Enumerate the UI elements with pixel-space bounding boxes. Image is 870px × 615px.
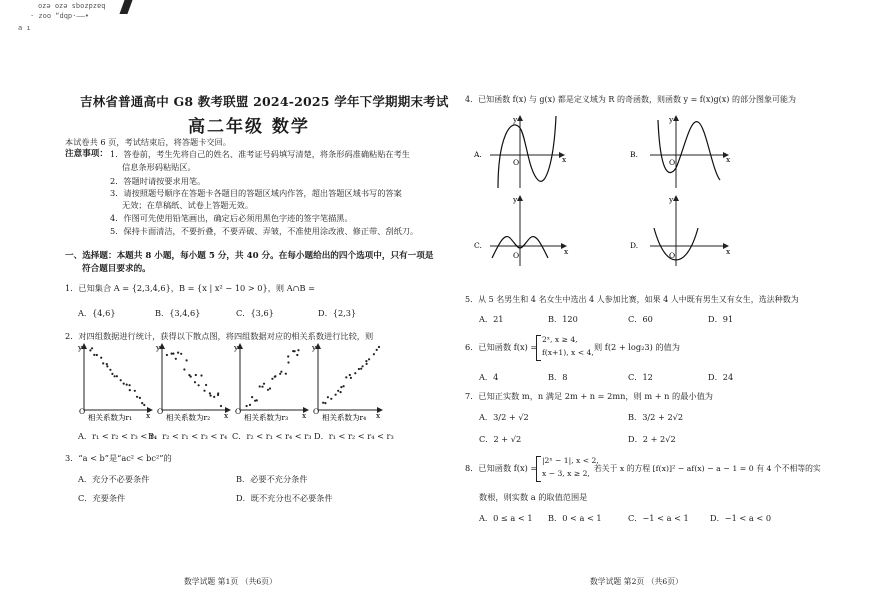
scatter-3-point [271, 378, 273, 380]
graph-a-label: A. [474, 150, 482, 159]
scatter-1-caption: 相关系数为r₁ [88, 413, 133, 422]
scatter-4-point [358, 368, 360, 370]
scatter-plot-2 [155, 343, 230, 422]
scatter-3-y-label: y [234, 343, 239, 352]
graph-b-curve [658, 120, 720, 180]
q2-scatter-plots [76, 342, 386, 424]
scatter-2-point [166, 354, 168, 356]
scatter-2-point [194, 381, 196, 383]
scatter-1-point [102, 362, 104, 364]
scan-mark [119, 0, 132, 14]
q2-option-b: B．r₂ < r₁ < r₃ < r₄ [148, 431, 228, 441]
scatter-4-point [362, 365, 364, 367]
scatter-3-point [297, 349, 299, 351]
graph-b-y: y [669, 115, 674, 124]
graph-d-label: D. [630, 241, 639, 250]
scatter-4-point [354, 372, 356, 374]
scatter-1-point [120, 379, 122, 381]
scatter-1-origin: O [79, 407, 86, 416]
scatter-2-point [213, 396, 215, 398]
scatter-1-y-label: y [78, 343, 83, 352]
scan-header-line3: a ı [18, 24, 31, 32]
scatter-2-y-label: y [156, 343, 161, 352]
scatter-3-x-label: x [302, 411, 307, 420]
graph-a-curve [498, 116, 556, 188]
scatter-3-point [251, 396, 253, 398]
page1-footer: 数学试题 第1页 （共6页） [184, 577, 277, 586]
scatter-2-origin: O [157, 407, 164, 416]
q8-option-c: C．−1 < a < 1 [628, 513, 689, 523]
grade-title: 高二年级 数学 [188, 117, 310, 137]
scatter-3-point [285, 373, 287, 375]
q1-stem: 1．已知集合 A = {2,3,4,6}，B = {x | x² − 10 > 0}，则 A∩B = [65, 283, 315, 293]
scatter-3-point [274, 375, 276, 377]
note-3b: 无效；在草稿纸、试卷上答题无效。 [122, 200, 254, 210]
scatter-4-point [327, 396, 329, 398]
scatter-4-caption: 相关系数为r₄ [322, 413, 367, 422]
graph-c-y: y [513, 195, 518, 204]
graph-d [630, 195, 731, 266]
scatter-3-point [296, 354, 298, 356]
scatter-4-point [378, 346, 380, 348]
scatter-3-point [287, 361, 289, 363]
q3-option-d: D．既不充分也不必要条件 [236, 493, 333, 503]
scatter-3-point [294, 350, 296, 352]
scatter-plot-4 [311, 343, 382, 422]
note-1: 1．答卷前，考生先将自己的姓名、准考证号码填写清楚，将条形码准确粘贴在考生 [110, 149, 410, 159]
scatter-3-point [249, 404, 251, 406]
scan-header-line1: bazdzoqs ezo ezo [38, 2, 106, 10]
scatter-4-point [343, 385, 345, 387]
q6-option-d: D．24 [708, 372, 734, 382]
scatter-1-point [126, 384, 128, 386]
scatter-4-x-label: x [376, 411, 381, 420]
scatter-2-point [198, 384, 200, 386]
graph-d-y: y [669, 195, 674, 204]
scatter-2-point [172, 353, 174, 355]
scatter-4-point [337, 390, 339, 392]
q8-line2: 数根，则实数 a 的取值范围是 [479, 492, 588, 502]
q4-stem: 4．已知函数 f(x) 与 g(x) 都是定义域为 R 的奇函数，则函数 y = f(x)g(x) 的部分图象可能为 [465, 95, 796, 104]
scatter-4-point [366, 363, 368, 365]
note-5: 5．保持卡面清洁，不要折叠，不要弄破、弄皱，不准使用涂改液、修正带、刮纸刀。 [110, 226, 419, 236]
q6-option-a: A．4 [479, 372, 499, 382]
note-1b: 信息条形码粘贴区。 [122, 162, 196, 172]
graph-a [473, 115, 567, 188]
q5-option-b: B．120 [548, 314, 578, 324]
scatter-1-point [134, 390, 136, 392]
scatter-4-y-label: y [312, 343, 317, 352]
scatter-1-point [100, 357, 102, 359]
scatter-2-point [175, 358, 177, 360]
scatter-1-point [123, 383, 125, 385]
q7-option-c: C．2 + √2 [479, 434, 522, 444]
section1-heading-2: 符合题目要求的。 [82, 264, 151, 274]
scatter-1-point [136, 396, 138, 398]
scatter-4-point [360, 368, 362, 370]
scatter-4-point [330, 398, 332, 400]
scatter-2-point [217, 394, 219, 396]
q8-option-d: D．−1 < a < 0 [710, 513, 772, 523]
scatter-2-caption: 相关系数为r₂ [166, 413, 211, 422]
q6-suffix: 则 f(2 + log₂3) 的值为 [594, 342, 680, 352]
graph-b-x: x [726, 155, 731, 164]
note-4: 4．作图可先使用铅笔画出，确定后必须用黑色字迹的签字笔描黑。 [110, 213, 353, 223]
scatter-2-point [183, 368, 185, 370]
graph-a-y: y [513, 115, 518, 124]
graph-d-origin: O [669, 251, 676, 260]
scatter-1-point [109, 369, 111, 371]
scatter-4-point [324, 402, 326, 404]
scatter-2-point [195, 374, 197, 376]
scatter-1-point [96, 354, 98, 356]
scatter-1-point [141, 402, 143, 404]
q3-option-b: B．必要不充分条件 [236, 474, 308, 484]
scatter-1-point [91, 347, 93, 349]
scatter-2-point [190, 376, 192, 378]
scan-header-line2: · zoo “dqp·——• [30, 12, 90, 20]
q6-brace [536, 335, 541, 361]
scatter-4-point [345, 376, 347, 378]
scatter-2-point [180, 353, 182, 355]
note-3: 3．请按照题号顺序在答题卡各题目的答题区域内作答，超出答题区域书写的答案 [110, 188, 402, 198]
q6-option-b: B．8 [548, 372, 568, 382]
scatter-4-point [340, 391, 342, 393]
graph-b-origin: O [669, 158, 676, 167]
scatter-3-caption: 相关系数为r₃ [244, 413, 289, 422]
graph-c-origin: O [513, 251, 520, 260]
scatter-4-point [365, 360, 367, 362]
scatter-3-point [259, 385, 261, 387]
q5-option-d: D．91 [708, 314, 734, 324]
q6-case1: 2ˣ, x ≥ 4, [542, 335, 578, 344]
graph-c-x: x [564, 247, 569, 256]
scatter-3-point [263, 383, 265, 385]
graph-a-x: x [562, 155, 567, 164]
q8-prefix: 8．已知函数 f(x) = [465, 463, 538, 473]
q1-option-d: D．{2,3} [318, 308, 357, 318]
graph-b [630, 115, 731, 188]
scatter-1-point [111, 373, 113, 375]
graph-d-x: x [726, 247, 731, 256]
graph-b-label: B. [630, 150, 638, 159]
scatter-1-point [114, 375, 116, 377]
scatter-2-point [177, 352, 179, 354]
scatter-4-point [373, 353, 375, 355]
q1-option-c: C．{3,6} [236, 308, 274, 318]
scatter-3-point [279, 373, 281, 375]
q1-option-a: A．{4,6} [78, 308, 116, 318]
scatter-4-point [322, 402, 324, 404]
scatter-3-point [269, 387, 271, 389]
scatter-2-point [203, 390, 205, 392]
scatter-2-point [205, 384, 207, 386]
scatter-1-point [106, 365, 108, 367]
scatter-2-point [200, 374, 202, 376]
scatter-1-point [129, 384, 131, 386]
scatter-4-point [335, 394, 337, 396]
scatter-4-point [349, 374, 351, 376]
scatter-2-point [210, 395, 212, 397]
scatter-2-point [220, 405, 222, 407]
note-2: 2．答题时请按要求用笔。 [110, 176, 206, 186]
scatter-2-point [209, 392, 211, 394]
q7-option-a: A．3/2 + √2 [479, 412, 529, 422]
scatter-4-point [340, 386, 342, 388]
scatter-3-point [261, 386, 263, 388]
q4-function-graphs [472, 110, 782, 268]
q8-option-a: A．0 ≤ a < 1 [479, 513, 533, 523]
scatter-1-point [143, 404, 145, 406]
q5-option-a: A．21 [479, 314, 504, 324]
graph-a-origin: O [513, 158, 520, 167]
scatter-4-point [368, 358, 370, 360]
scatter-1-point [129, 389, 131, 391]
page2-footer: 数学试题 第2页 （共6页） [590, 577, 683, 586]
scatter-1-point [93, 354, 95, 356]
scatter-1-point [116, 375, 118, 377]
exam-title: 吉林省普通高中 G8 教考联盟 2024-2025 学年下学期期末考试 [80, 94, 449, 109]
section1-heading: 一、选择题：本题共 8 小题，每小题 5 分，共 40 分。在每小题给出的四个选项中，只有一项是 [65, 251, 434, 261]
scatter-4-point [376, 349, 378, 351]
q8-case1: |2ˣ − 1|, x < 2, [542, 456, 599, 465]
q6-option-c: C．12 [628, 372, 653, 382]
q3-stem: 3．“a < b”是“ac² < bc²”的 [65, 453, 172, 463]
q2-option-a: A．r₁ < r₂ < r₃ < r₄ [78, 431, 158, 441]
q3-option-c: C．充要条件 [78, 493, 126, 503]
scatter-3-origin: O [235, 407, 242, 416]
q3-option-a: A．充分不必要条件 [78, 474, 150, 484]
scatter-3-point [267, 389, 269, 391]
q8-option-b: B．0 < a < 1 [548, 513, 602, 523]
scatter-3-point [256, 399, 258, 401]
q2-stem: 2．对四组数据进行统计，获得以下散点图，将四组数据对应的相关系数进行比较，则 [65, 331, 374, 341]
scatter-1-point [89, 349, 91, 351]
q5-option-c: C．60 [628, 314, 653, 324]
notes-label: 注意事项： [65, 149, 108, 159]
scatter-1-point [106, 363, 108, 365]
q8-brace [536, 456, 541, 482]
scatter-1-x-label: x [146, 411, 151, 420]
q8-case2: x − 3, x ≥ 2, [542, 469, 590, 478]
intro-text: 本试卷共 6 页，考试结束后，将答题卡交回。 [65, 137, 231, 147]
q6-prefix: 6．已知函数 f(x) = [465, 342, 538, 352]
scatter-2-x-label: x [224, 411, 229, 420]
scatter-plot-3 [233, 343, 308, 422]
scatter-3-point [280, 371, 282, 373]
q7-option-d: D．2 + 2√2 [628, 434, 676, 444]
q8-suffix: 若关于 x 的方程 [f(x)]² − af(x) − a − 1 = 0 有 4 个不相等的实 [594, 464, 821, 473]
scatter-3-point [287, 355, 289, 357]
graph-c-label: C. [474, 241, 482, 250]
q1-option-b: B．{3,4,6} [155, 308, 201, 318]
scatter-4-origin: O [313, 407, 320, 416]
scatter-3-point [246, 405, 248, 407]
scatter-plot-1 [77, 343, 152, 422]
q2-option-d: D．r₁ < r₂ < r₄ < r₃ [314, 431, 394, 441]
graph-c [474, 195, 569, 266]
q6-case2: f(x+1), x < 4, [542, 348, 594, 357]
q5-stem: 5．从 5 名男生和 4 名女生中选出 4 人参加比赛，如果 4 人中既有男生又有女生，选法种数为 [465, 295, 799, 304]
q2-option-c: C．r₂ < r₁ < r₄ < r₃ [232, 431, 312, 441]
scatter-1-point [139, 397, 141, 399]
q7-stem: 7．已知正实数 m，n 满足 2m + n = 2mn，则 m + n 的最小值为 [465, 391, 713, 401]
q7-option-b: B．3/2 + 2√2 [628, 412, 684, 422]
scatter-2-point [186, 359, 188, 361]
scatter-4-point [350, 377, 352, 379]
